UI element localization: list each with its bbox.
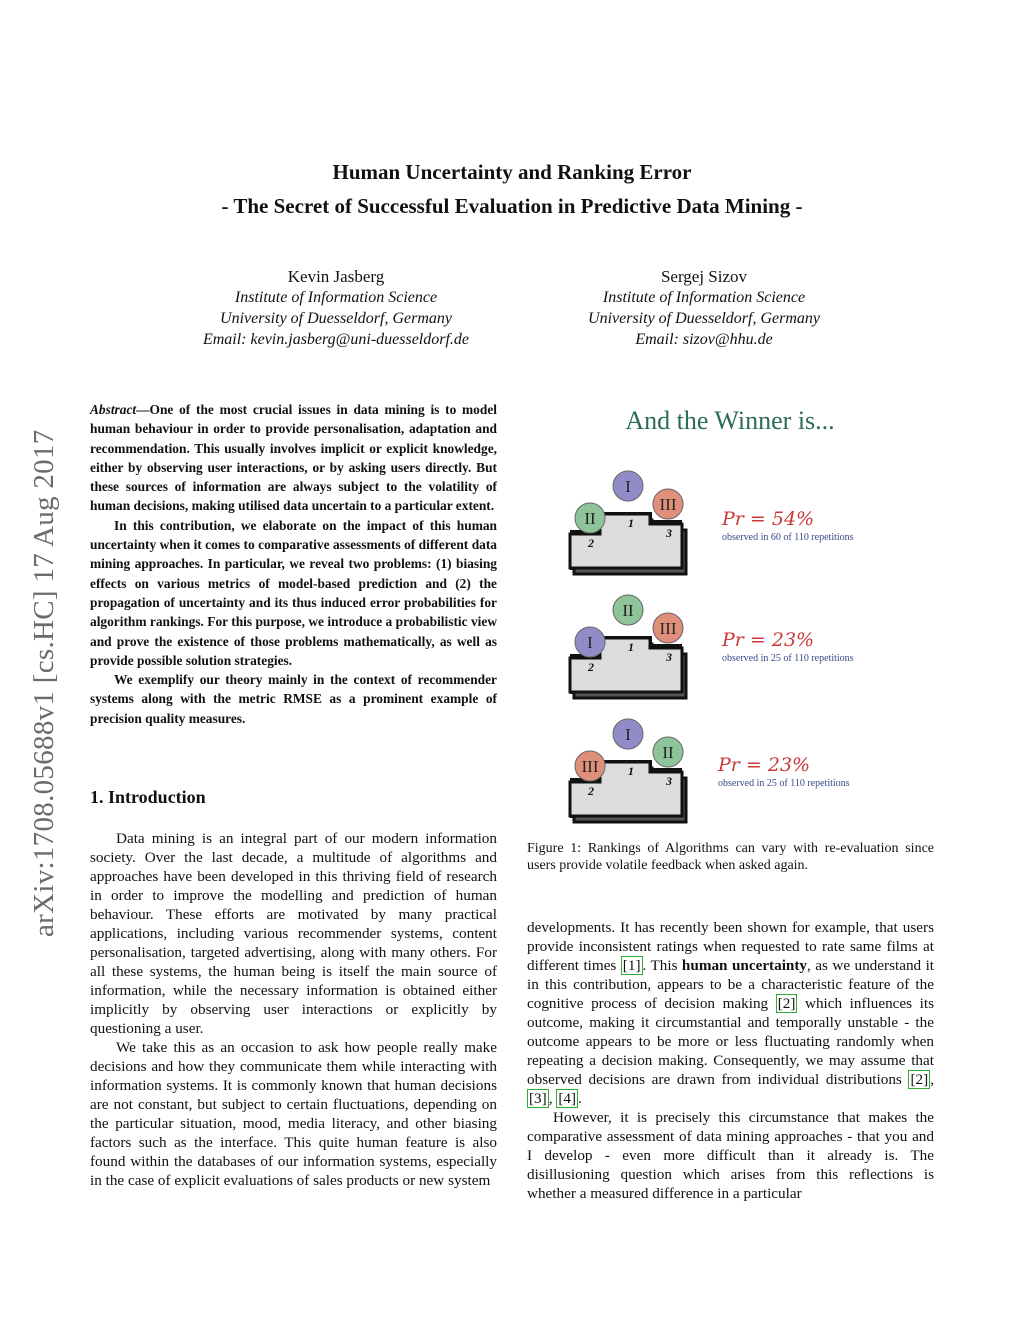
step-number: 2: [588, 660, 594, 674]
right-paragraph-2: However, it is precisely this circumstance that makes the comparative assessment of data mining approaches - that you and I develop - even more difficult than it already is. The disillusioning question which arises from this reflections is whether a measured difference in a particular: [527, 1109, 934, 1202]
abstract-paragraph-3: We exemplify our theory mainly in the context of recommender systems along with the metric RMSE as a prominent example of precision quality measures.: [90, 672, 497, 726]
introduction-text: [90, 829, 497, 1190]
right-column-text: [527, 918, 934, 1203]
intro-paragraph-2: We take this as an occasion to ask how people really make decisions and how they communicate them while interacting with information systems. It is commonly known that human decisions are not constant, but subject to certain fluctuations, depending on the particular situation, mood, media literacy, and other biasing factors such as the interface. This quite human feature is also found within the databases of our information systems, especially in the case of explicit evaluations of sales products or new system: [90, 1039, 497, 1189]
abstract-paragraph-1: —One of the most crucial issues in data mining is to model human behaviour in order to provide personalisation, adaptation and recommendation. This usually involves implicit or explicit knowledge, either by observing user interactions, or by asking users directly. But these sources of information are always subject to the volatility of human decisions, making utilised data uncertain to a particular extent.: [90, 402, 497, 514]
author-block-2: [524, 266, 884, 350]
rank-label: I: [587, 633, 593, 652]
author-university: University of Duesseldorf, Germany: [588, 310, 820, 327]
intro-paragraph-1: Data mining is an integral part of our modern information society. Over the last decade, a multitude of algorithms and approaches have been developed in this thriving field of research in order to improve the modelling and prediction of human behaviour. These efforts are motivated by many practical applications, including various recommender systems, content personalisation, targeted advertising, along with many others. For all these systems, the human being is itself the main source of information, while the necessary information is obtained either implicitly by observing user interactions or explicitly by questioning a user.: [90, 830, 497, 1037]
rank-label: II: [622, 601, 634, 620]
figure-1: [540, 400, 920, 830]
citation-link[interactable]: [3]: [529, 1090, 547, 1107]
rank-label: III: [659, 619, 677, 638]
citation-link[interactable]: [1]: [622, 957, 641, 974]
step-number: 3: [666, 774, 672, 788]
abstract: [90, 400, 497, 728]
step-number: 3: [666, 650, 672, 664]
author-email[interactable]: Email: kevin.jasberg@uni-duesseldorf.de: [202, 331, 470, 348]
step-number: 1: [628, 764, 634, 778]
section-heading-introduction: 1. Introduction: [90, 787, 206, 807]
citation-link[interactable]: [2]: [910, 1071, 929, 1088]
repetition-note: observed in 25 of 110 repetitions: [718, 778, 850, 789]
repetition-note: observed in 60 of 110 repetitions: [722, 532, 854, 543]
rank-label: III: [659, 495, 677, 514]
author-block-1: [156, 266, 516, 350]
emphasis-human-uncertainty: human uncertainty: [681, 957, 808, 974]
author-institute: Institute of Information Science: [234, 289, 438, 306]
abstract-label: Abstract: [90, 402, 137, 417]
figure-title: And the Winner is...: [625, 406, 835, 435]
paper-title: Human Uncertainty and Ranking Error: [332, 160, 692, 184]
step-number: 2: [588, 784, 594, 798]
rank-label: II: [662, 743, 674, 762]
step-number: 1: [628, 516, 634, 530]
citation-link[interactable]: [2]: [777, 995, 796, 1012]
step-number: 2: [588, 536, 594, 550]
paper-subtitle: - The Secret of Successful Evaluation in Predictive Data Mining -: [221, 194, 803, 218]
author-email[interactable]: Email: sizov@hhu.de: [635, 331, 773, 348]
repetition-note: observed in 25 of 110 repetitions: [722, 653, 854, 664]
abstract-paragraph-2: In this contribution, we elaborate on the impact of this human uncertainty when it comes to comparative assessments of different data mining approaches. In particular, we reveal two problems: (1) biasing effects on various metrics of model-based prediction and (2) the propagation of uncertainty and its thus induced error probabilities for algorithm rankings. For this purpose, we introduce a probabilistic view and prove the existence of those problems mathematically, as well as provide possible solution strategies.: [90, 517, 497, 668]
right-paragraph-1: developments. It has recently been shown for example, that users provide inconsistent ratings when requested to rate same films at different times [1] . This human uncertainty, as we understand it in this contribution, appears to be a characteristic feature of the cognitive process of decision making [2] which influences its outcome, making it circumstantial and temporally unstable - the outcome appears to be more or less fluctuating randomly when repeating a decision making. Consequently, we may assume that observed decisions are drawn from individual distributions [2] , [3] , [4] .: [527, 919, 935, 1107]
author-name: Kevin Jasberg: [287, 267, 385, 286]
rank-label: I: [625, 725, 631, 744]
probability-label: Pr = 23%: [718, 754, 811, 776]
probability-label: Pr = 23%: [722, 629, 815, 651]
figure-caption: Figure 1: Rankings of Algorithms can vary with re-evaluation since users provide volatile feedback when asked again.: [527, 841, 934, 873]
step-number: 3: [666, 526, 672, 540]
arxiv-identifier: arXiv:1708.05688v1 [cs.HC] 17 Aug 2017: [28, 429, 60, 937]
citation-link[interactable]: [4]: [558, 1090, 577, 1107]
author-institute: Institute of Information Science: [602, 289, 806, 306]
rank-label: II: [584, 509, 596, 528]
author-name: Sergej Sizov: [660, 267, 748, 286]
rank-label: I: [625, 477, 631, 496]
rank-label: III: [581, 757, 599, 776]
author-university: University of Duesseldorf, Germany: [220, 310, 452, 327]
step-number: 1: [628, 640, 634, 654]
probability-label: Pr = 54%: [722, 508, 815, 530]
